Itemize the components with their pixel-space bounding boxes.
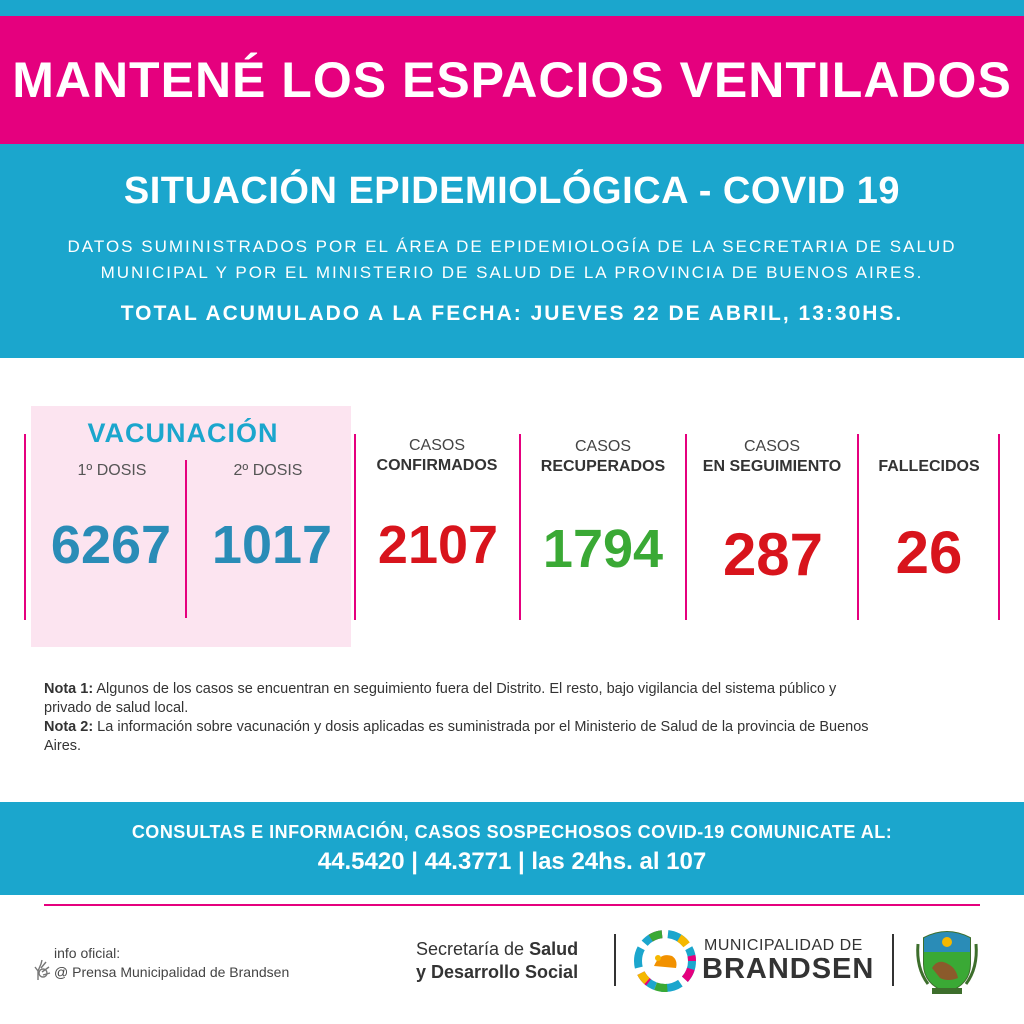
data-source-line-2: MUNICIPAL Y POR EL MINISTERIO DE SALUD DE LA PROVINCIA DE BUENOS AIRES.	[100, 263, 924, 282]
recovered-label-top: CASOS	[574, 438, 631, 455]
secretaria-text	[416, 938, 578, 984]
note-1-label: Nota 1:	[44, 681, 94, 697]
confirmed-label	[360, 436, 514, 476]
note-2-label: Nota 2:	[44, 719, 94, 735]
contact-banner	[0, 802, 1024, 895]
footer-separator-1	[614, 934, 616, 986]
secretaria-line-1	[416, 938, 578, 961]
footer-separator-2	[892, 934, 894, 986]
separator-right	[998, 434, 1000, 620]
tracking-value: 287	[722, 521, 824, 588]
recovered-label-bottom: RECUPERADOS	[540, 458, 666, 475]
secretaria-salud: Salud	[529, 939, 579, 959]
recovered-value: 1794	[542, 519, 664, 579]
ventilation-banner	[0, 16, 1024, 144]
info-label: info oficial:	[54, 945, 121, 961]
confirmed-value: 2107	[377, 515, 499, 575]
note-1	[44, 680, 874, 718]
note-2-text: La información sobre vacunación y dosis aplicadas es suministrada por el Ministerio de Salud de la provincia de Buenos Aires.	[44, 719, 869, 754]
separator-recovered	[685, 434, 687, 620]
secretaria-desarrollo: y Desarrollo Social	[416, 962, 579, 982]
cumulative-date: TOTAL ACUMULADO A LA FECHA: JUEVES 22 DE ABRIL, 13:30HS.	[120, 302, 904, 325]
contact-phones: 44.5420 | 44.3771 | las 24hs. al 107	[317, 848, 707, 875]
top-strip	[0, 0, 1024, 16]
coat-of-arms-icon	[914, 924, 980, 996]
separator-vaccination	[354, 434, 356, 620]
tracking-label-top: CASOS	[743, 438, 800, 455]
dose2-value: 1017	[211, 515, 333, 575]
separator-left	[24, 434, 26, 620]
separator-tracking	[857, 434, 859, 620]
deceased-label	[861, 457, 997, 477]
note-1-text: Algunos de los casos se encuentran en seguimiento fuera del Distrito. El resto, bajo vigilancia del sistema público y privado de salud local.	[44, 681, 837, 716]
separator-confirmed	[519, 434, 521, 620]
confirmed-label-top: CASOS	[408, 437, 465, 454]
secretaria-prefix: Secretaría de	[416, 939, 530, 959]
dose2-label: 2º DOSIS	[233, 462, 303, 479]
dose1-value: 6267	[50, 515, 172, 575]
ventilation-title: MANTENÉ LOS ESPACIOS VENTILADOS	[12, 52, 1012, 108]
municipality-logo-icon	[634, 930, 696, 992]
contact-title: CONSULTAS E INFORMACIÓN, CASOS SOSPECHOSOS COVID-19 COMUNICATE AL:	[131, 822, 893, 842]
epidemiology-header	[0, 144, 1024, 358]
deceased-value: 26	[895, 519, 963, 586]
municipality-name: BRANDSEN	[702, 953, 875, 985]
note-2	[44, 718, 874, 756]
data-source-text	[40, 234, 984, 286]
tracking-label-bottom: EN SEGUIMIENTO	[702, 458, 842, 475]
hand-icon	[32, 958, 54, 982]
vaccination-title: VACUNACIÓN	[87, 418, 279, 448]
confirmed-label-bottom: CONFIRMADOS	[376, 457, 498, 474]
tracking-label	[689, 437, 855, 477]
epidemiology-title: SITUACIÓN EPIDEMIOLÓGICA - COVID 19	[123, 170, 901, 212]
municipality-label: MUNICIPALIDAD DE	[704, 937, 863, 954]
footer-divider	[44, 904, 980, 906]
secretaria-line-2	[416, 961, 578, 984]
deceased-label-text: FALLECIDOS	[878, 458, 980, 475]
separator-dose	[185, 460, 187, 618]
data-source-line-1: DATOS SUMINISTRADOS POR EL ÁREA DE EPIDEMIOLOGÍA DE LA SECRETARIA DE SALUD	[67, 237, 957, 256]
info-handle: @ Prensa Municipalidad de Brandsen	[54, 964, 290, 980]
recovered-label	[525, 437, 681, 477]
dose1-label: 1º DOSIS	[77, 462, 147, 479]
notes	[44, 680, 874, 756]
